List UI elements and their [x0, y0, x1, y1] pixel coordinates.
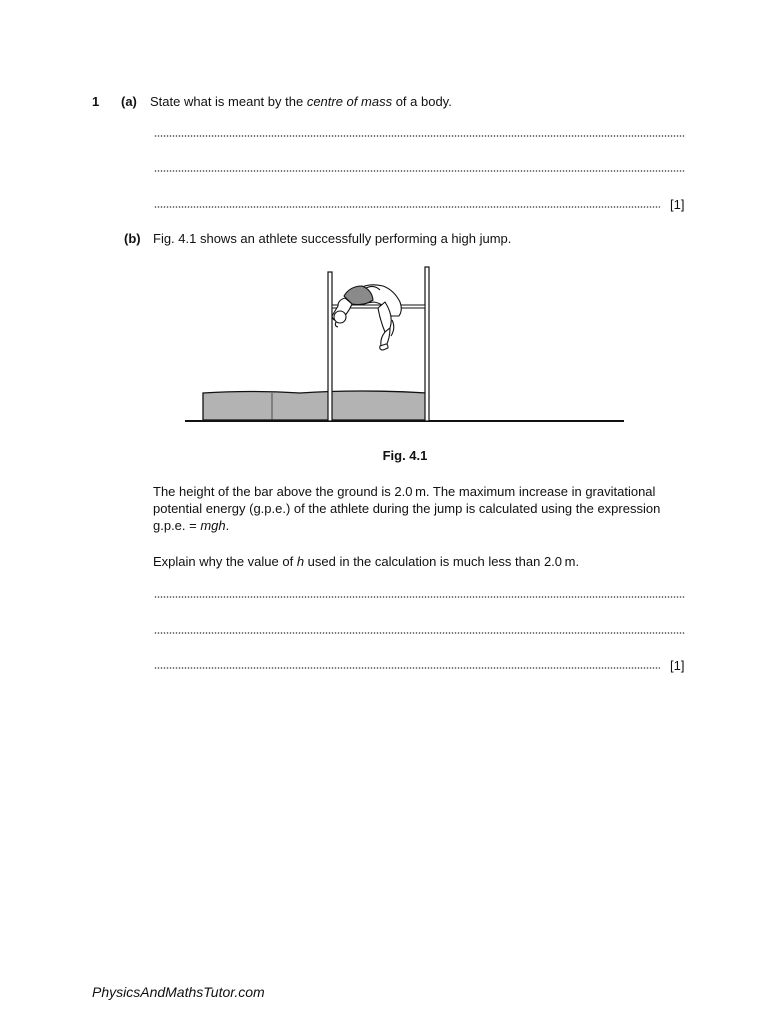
athlete: [332, 285, 401, 350]
part-a-question: [150, 94, 452, 109]
answer-line-b2[interactable]: [154, 632, 685, 634]
para2-italic: h: [296, 554, 305, 569]
part-a-text-after: of a body.: [392, 94, 452, 109]
answer-line-b3[interactable]: [154, 667, 660, 669]
part-b-intro: Fig. 4.1 shows an athlete successfully performing a high jump.: [153, 231, 512, 246]
para1-end: .: [225, 518, 230, 533]
landing-mat: [203, 391, 427, 420]
answer-line-a3[interactable]: [154, 206, 660, 208]
left-upright: [328, 272, 332, 421]
high-jump-figure: [180, 262, 630, 430]
part-a-label: (a): [121, 94, 137, 109]
para2-before: Explain why the value of: [153, 554, 297, 569]
part-b-paragraph-1: [153, 483, 693, 534]
para1-italic: mgh: [200, 518, 226, 533]
part-b-marks: [1]: [670, 658, 685, 673]
question-number: 1: [92, 94, 100, 109]
answer-line-a2[interactable]: [154, 170, 685, 172]
part-a-marks: [1]: [670, 197, 685, 212]
answer-line-a1[interactable]: [154, 135, 685, 137]
answer-line-b1[interactable]: [154, 596, 685, 598]
part-a-text-italic: centre of mass: [306, 94, 393, 109]
part-b-label: (b): [124, 231, 141, 246]
figure-caption: Fig. 4.1: [382, 448, 428, 463]
para2-after: used in the calculation is much less than 2.0 m.: [304, 554, 580, 569]
para1-text: The height of the bar above the ground is 2.0 m. The maximum increase in gravitational potential energy (g.p.e.) of the athlete during the jump is calculated using the expression g.p.e. =: [153, 484, 661, 533]
right-upright: [425, 267, 429, 421]
part-b-paragraph-2: [153, 553, 693, 570]
footer-site-name: PhysicsAndMathsTutor.com: [92, 984, 265, 1000]
part-a-text-before: State what is meant by the: [150, 94, 307, 109]
